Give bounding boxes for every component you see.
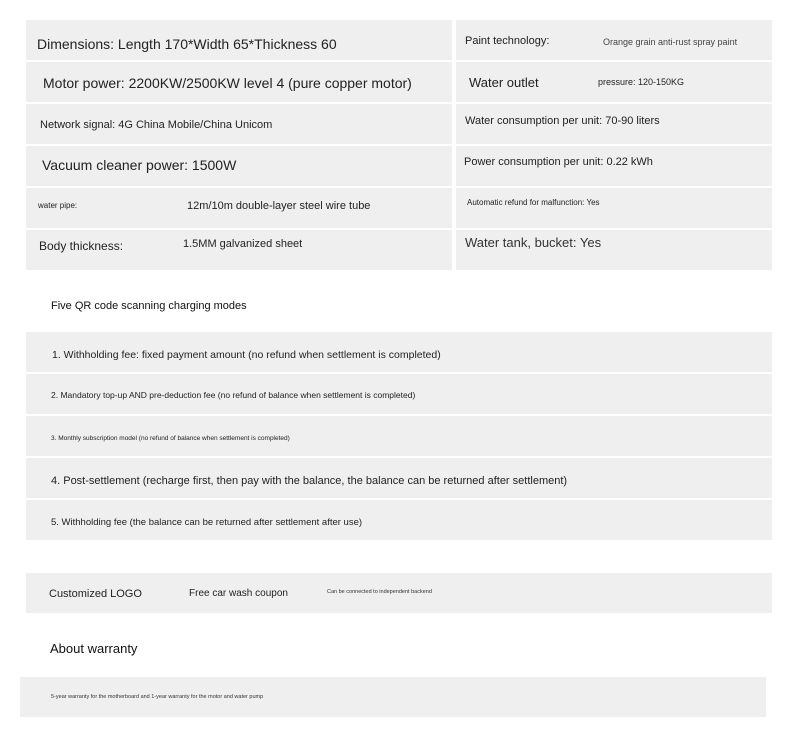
spec-network-signal: Network signal: 4G China Mobile/China Unicom bbox=[40, 119, 273, 131]
feature-backend: Can be connected to independent backend bbox=[327, 589, 432, 595]
spec-cell-water-consumption bbox=[456, 104, 772, 144]
spec-paint-value: Orange grain anti-rust spray paint bbox=[603, 37, 738, 47]
mode-item: 5. Withholding fee (the balance can be returned after settlement after use) bbox=[51, 517, 363, 528]
mode-row-3 bbox=[26, 416, 772, 456]
warranty-row bbox=[20, 677, 766, 717]
mode-row-1 bbox=[26, 332, 772, 372]
spec-cell-paint bbox=[456, 20, 772, 60]
mode-item: 4. Post-settlement (recharge first, then pay with the balance, the balance can be returned after settlement) bbox=[51, 475, 568, 487]
mode-item: 2. Mandatory top-up AND pre-deduction fee (no refund of balance when settlement is completed) bbox=[51, 390, 416, 400]
feature-custom-logo: Customized LOGO bbox=[49, 588, 142, 600]
spec-cell-network bbox=[26, 104, 452, 144]
spec-water-outlet-value: pressure: 120-150KG bbox=[598, 77, 685, 87]
mode-item: 3. Monthly subscription model (no refund of balance when settlement is completed) bbox=[51, 435, 290, 442]
spec-cell-water-pipe bbox=[26, 188, 452, 228]
features-row bbox=[26, 573, 772, 613]
spec-motor-power: Motor power: 2200KW/2500KW level 4 (pure copper motor) bbox=[43, 75, 412, 91]
spec-cell-vacuum bbox=[26, 146, 452, 186]
spec-water-pipe-value: 12m/10m double-layer steel wire tube bbox=[187, 200, 371, 212]
feature-car-wash-coupon: Free car wash coupon bbox=[189, 588, 288, 599]
spec-cell-water-outlet bbox=[456, 62, 772, 102]
spec-water-outlet-label: Water outlet bbox=[469, 75, 539, 90]
spec-water-pipe-label: water pipe: bbox=[38, 201, 78, 210]
spec-water-consumption: Water consumption per unit: 70-90 liters bbox=[465, 115, 660, 127]
spec-paint-label: Paint technology: bbox=[465, 35, 550, 47]
warranty-title: About warranty bbox=[50, 641, 138, 656]
spec-dimensions: Dimensions: Length 170*Width 65*Thickness 60 bbox=[37, 36, 337, 52]
spec-cell-motor-power bbox=[26, 62, 452, 102]
spec-water-tank: Water tank, bucket: Yes bbox=[465, 235, 602, 250]
spec-auto-refund: Automatic refund for malfunction: Yes bbox=[467, 198, 600, 207]
spec-body-thickness-value: 1.5MM galvanized sheet bbox=[183, 238, 303, 250]
spec-body-thickness-label: Body thickness: bbox=[39, 239, 124, 253]
mode-row-2 bbox=[26, 374, 772, 414]
spec-power-consumption: Power consumption per unit: 0.22 kWh bbox=[464, 156, 653, 168]
spec-cell-body-thickness bbox=[26, 230, 452, 270]
modes-title: Five QR code scanning charging modes bbox=[51, 300, 247, 312]
mode-item: 1. Withholding fee: fixed payment amount (no refund when settlement is completed) bbox=[52, 349, 441, 361]
mode-row-4 bbox=[26, 458, 772, 498]
warranty-text: 5-year warranty for the motherboard and 1-year warranty for the motor and water pump bbox=[51, 694, 264, 700]
spec-cell-water-tank bbox=[456, 230, 772, 270]
spec-cell-auto-refund bbox=[456, 188, 772, 228]
spec-vacuum-power: Vacuum cleaner power: 1500W bbox=[42, 157, 237, 173]
spec-cell-power-consumption bbox=[456, 146, 772, 186]
mode-row-5 bbox=[26, 500, 772, 540]
spec-cell-dimensions bbox=[26, 20, 452, 60]
